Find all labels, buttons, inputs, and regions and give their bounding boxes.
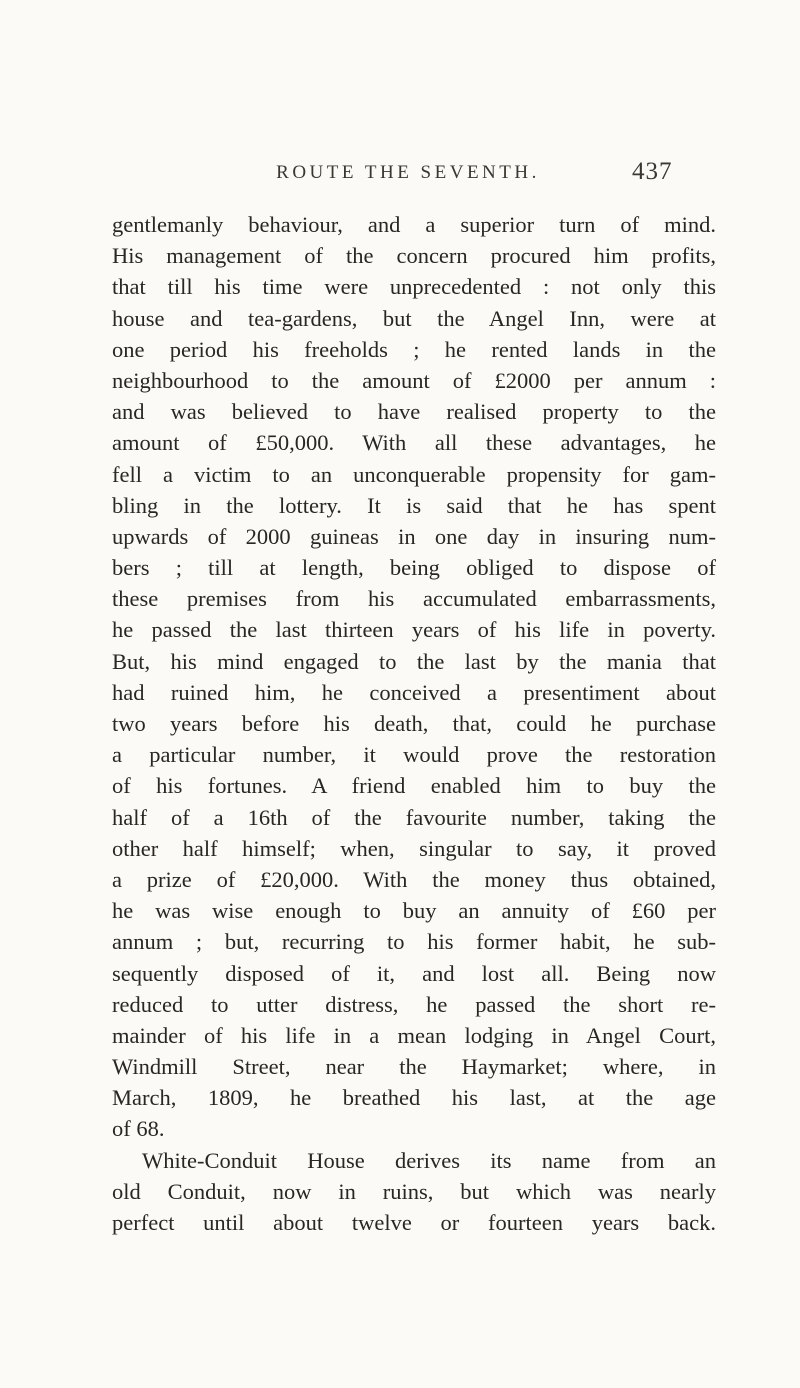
text-line: half of a 16th of the favourite number, taking the	[112, 804, 716, 830]
text-line: of 68.	[112, 1116, 165, 1142]
text-line: mainder of his life in a mean lodging in Angel Court,	[112, 1022, 716, 1048]
text-line: But, his mind engaged to the last by the mania that	[112, 648, 716, 674]
text-line: annum ; but, recurring to his former habit, he sub-	[112, 929, 716, 955]
text-line: old Conduit, now in ruins, but which was nearly	[112, 1178, 716, 1204]
text-line: a particular number, it would prove the restoration	[112, 742, 716, 768]
running-head-title: ROUTE THE SEVENTH.	[276, 162, 540, 183]
text-line: other half himself; when, singular to say, it proved	[112, 835, 716, 861]
running-head	[0, 158, 800, 188]
text-line: March, 1809, he breathed his last, at the age	[112, 1085, 716, 1111]
text-line: amount of £50,000. With all these advantages, he	[112, 430, 716, 456]
text-line: of his fortunes. A friend enabled him to buy the	[112, 773, 716, 799]
text-line: His management of the concern procured him profits,	[112, 243, 716, 269]
text-line: gentlemanly behaviour, and a superior turn of mind.	[112, 212, 716, 237]
text-line: had ruined him, he conceived a presentiment about	[112, 679, 716, 705]
text-line: neighbourhood to the amount of £2000 per annum :	[112, 367, 716, 393]
page-number: 437	[632, 158, 673, 185]
text-line: Windmill Street, near the Haymarket; where, in	[112, 1054, 716, 1080]
body-text	[112, 209, 716, 1238]
text-line: upwards of 2000 guineas in one day in insuring num-	[112, 523, 716, 549]
text-line: fell a victim to an unconquerable propensity for gam-	[112, 461, 716, 487]
text-line: perfect until about twelve or fourteen years back.	[112, 1210, 716, 1235]
text-line: sequently disposed of it, and lost all. Being now	[112, 960, 716, 986]
text-line: a prize of £20,000. With the money thus obtained,	[112, 866, 716, 892]
text-line: two years before his death, that, could he purchase	[112, 711, 716, 736]
text-line: and was believed to have realised property to the	[112, 399, 716, 425]
text-line: bers ; till at length, being obliged to dispose of	[112, 555, 716, 581]
text-line: house and tea-gardens, but the Angel Inn, were at	[112, 305, 716, 331]
text-line: one period his freeholds ; he rented lands in the	[112, 336, 716, 362]
text-line: reduced to utter distress, he passed the short re-	[112, 991, 716, 1017]
text-line: White-Conduit House derives its name from an	[142, 1147, 716, 1173]
text-line: these premises from his accumulated embarrassments,	[112, 586, 716, 612]
text-line: he passed the last thirteen years of his life in poverty.	[112, 617, 716, 643]
text-line: bling in the lottery. It is said that he has spent	[112, 492, 716, 518]
text-line: he was wise enough to buy an annuity of £60 per	[112, 898, 716, 924]
text-line: that till his time were unprecedented : not only this	[112, 274, 716, 300]
